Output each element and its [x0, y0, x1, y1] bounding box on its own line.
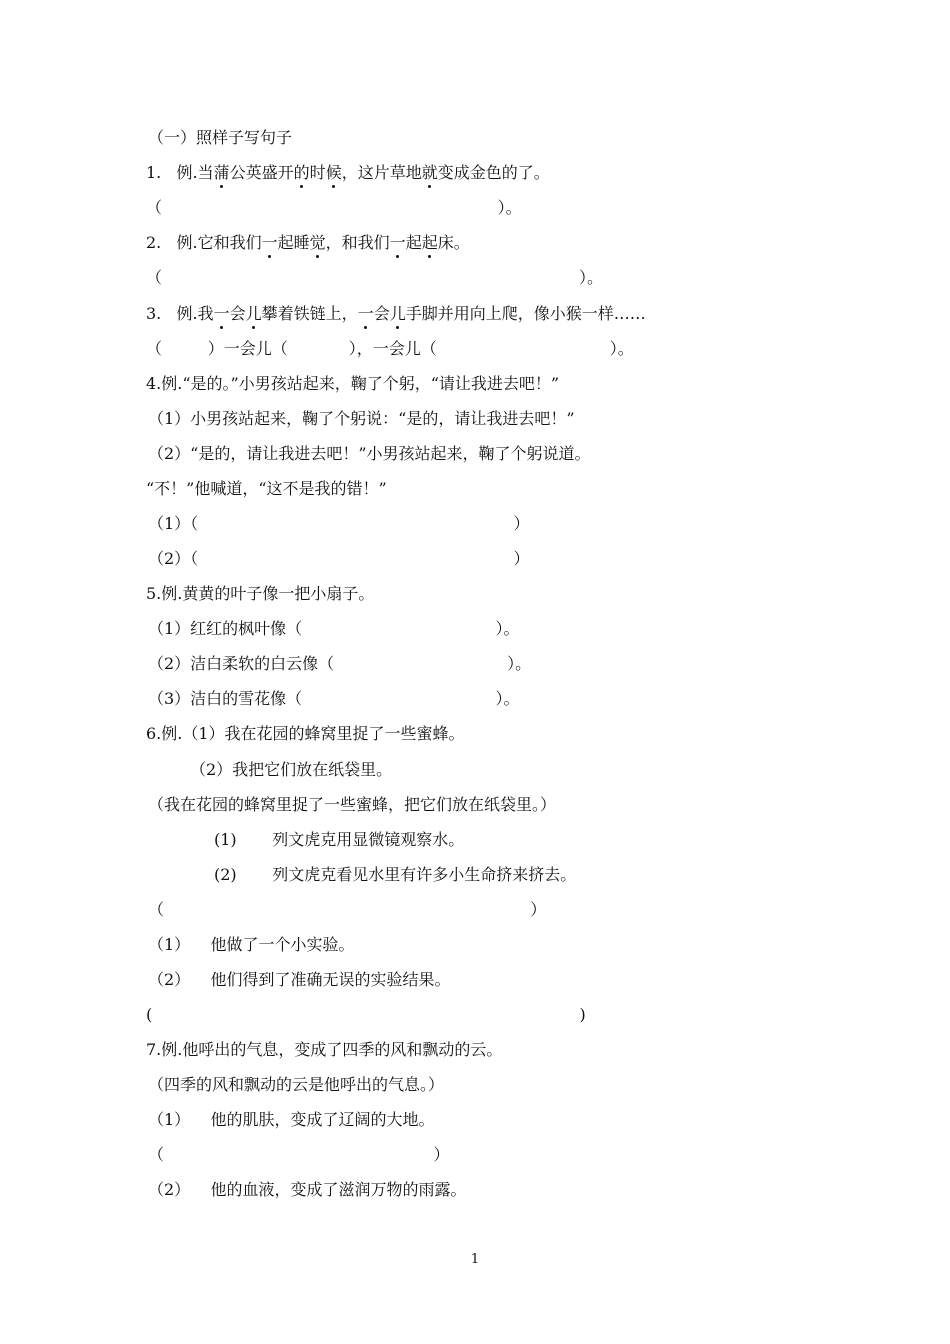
q5-answer-blank-3[interactable]: （3）洁白的雪花像（ ）。 — [148, 689, 520, 708]
q6-sentence-3: （1） 他做了一个小实验。 — [148, 935, 355, 954]
q7-sentence-2: （2） 他的血液，变成了滋润万物的雨露。 — [148, 1180, 467, 1199]
q6-answer-blank-1[interactable]: （ ） — [148, 900, 547, 919]
q2-answer-blank[interactable]: （ ）。 — [146, 268, 604, 287]
q6-example-result: （我在花园的蜂窝里捉了一些蜜蜂，把它们放在纸袋里。） — [148, 795, 557, 814]
q5-answer-blank-1[interactable]: （1）红红的枫叶像（ ）。 — [148, 619, 520, 638]
q6-sentence-4: （2） 他们得到了准确无误的实验结果。 — [148, 970, 451, 989]
q1-answer-blank[interactable]: （ ）。 — [146, 198, 522, 217]
q4-example-2: （2）“是的，请让我进去吧！”小男孩站起来，鞠了个躬说道。 — [148, 444, 591, 463]
q4-prompt: “不！”他喊道，“这不是我的错！” — [146, 479, 387, 498]
q5-answer-blank-2[interactable]: （2）洁白柔软的白云像（ ）。 — [148, 654, 532, 673]
q6-answer-blank-2[interactable]: ( ) — [146, 1005, 586, 1024]
q4-example-1: （1）小男孩站起来，鞠了个躬说：“是的，请让我进去吧！” — [148, 409, 575, 428]
q6-example-1: 6.例.（1）我在花园的蜂窝里捉了一些蜜蜂。 — [146, 724, 465, 743]
q7-example-result: （四季的风和飘动的云是他呼出的气息。） — [148, 1075, 445, 1094]
q6-sentence-1: (1) 列文虎克用显微镜观察水。 — [214, 830, 465, 849]
q7-sentence-1: （1） 他的肌肤，变成了辽阔的大地。 — [148, 1110, 435, 1129]
q2-example: 2. 例.它和我们一起睡觉，和我们一起起床。 — [146, 233, 470, 252]
q3-answer-blank[interactable]: （ ）一会儿（ ），一会儿（ ）。 — [146, 339, 634, 358]
q4-example: 4.例.“是的。”小男孩站起来，鞠了个躬，“请让我进去吧！” — [146, 374, 560, 393]
q1-example: 1. 例.当蒲公英盛开的时候，这片草地就变成金色的了。 — [146, 163, 550, 182]
q6-sentence-2: (2) 列文虎克看见水里有许多小生命挤来挤去。 — [214, 865, 577, 884]
q6-example-2: （2）我把它们放在纸袋里。 — [190, 760, 393, 779]
page-number: 1 — [470, 1252, 480, 1267]
q7-example: 7.例.他呼出的气息，变成了四季的风和飘动的云。 — [146, 1040, 503, 1059]
q4-answer-blank-2[interactable]: （2）（ ） — [148, 549, 530, 568]
q3-example: 3. 例.我一会儿攀着铁链上，一会儿手脚并用向上爬，像小猴一样…… — [146, 304, 646, 323]
q5-example: 5.例.黄黄的叶子像一把小扇子。 — [146, 584, 375, 603]
section-title: （一）照样子写句子 — [148, 128, 293, 147]
q4-answer-blank-1[interactable]: （1）（ ） — [148, 514, 530, 533]
q7-answer-blank-1[interactable]: （ ） — [148, 1145, 450, 1164]
